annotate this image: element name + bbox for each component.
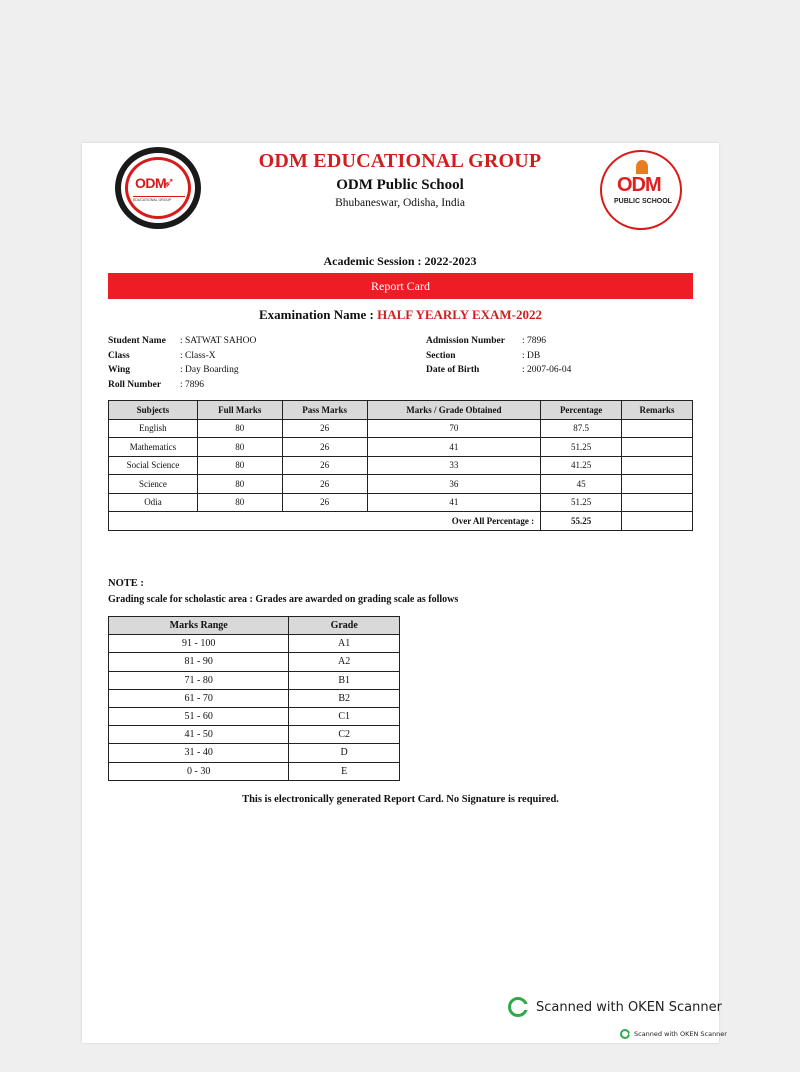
logo-right-subtext: PUBLIC SCHOOL bbox=[614, 198, 672, 205]
logo-left-subtext: EDUCATIONAL GROUP bbox=[133, 196, 185, 202]
marks-cell: 33 bbox=[367, 456, 541, 475]
marks-cell: 26 bbox=[282, 438, 367, 457]
info-label: Admission Number bbox=[426, 336, 505, 346]
info-row bbox=[426, 363, 571, 378]
marks-cell bbox=[622, 475, 693, 494]
scanner-watermark-large bbox=[508, 997, 722, 1017]
column-header: Subjects bbox=[109, 401, 198, 420]
grade-row bbox=[109, 689, 400, 707]
info-value: : Class-X bbox=[180, 350, 216, 361]
marks-cell: 70 bbox=[367, 419, 541, 438]
info-label: Section bbox=[426, 350, 456, 361]
info-label: Student Name bbox=[108, 336, 166, 346]
marks-cell bbox=[622, 456, 693, 475]
grade-row bbox=[109, 762, 400, 780]
info-label: Class bbox=[108, 350, 130, 361]
student-info-right bbox=[426, 334, 571, 378]
grade-cell: 0 - 30 bbox=[109, 762, 289, 780]
marks-row bbox=[109, 493, 693, 512]
grade-cell: 41 - 50 bbox=[109, 726, 289, 744]
column-header: Pass Marks bbox=[282, 401, 367, 420]
student-info-left bbox=[108, 334, 256, 392]
marks-cell: 41.25 bbox=[541, 456, 622, 475]
grade-cell: B2 bbox=[289, 689, 400, 707]
info-row bbox=[426, 334, 571, 349]
odm-group-logo bbox=[115, 147, 201, 229]
info-value: : 7896 bbox=[180, 379, 205, 390]
watermark-small-text: Scanned with OKEN Scanner bbox=[634, 1030, 727, 1038]
marks-row bbox=[109, 475, 693, 494]
info-row bbox=[426, 349, 571, 364]
group-name: ODM EDUCATIONAL GROUP bbox=[258, 150, 542, 172]
info-row bbox=[108, 349, 256, 364]
logo-left-text: ODM bbox=[135, 175, 167, 191]
overall-label: Over All Percentage : bbox=[109, 512, 541, 531]
grade-cell: 31 - 40 bbox=[109, 744, 289, 762]
marks-cell: 80 bbox=[197, 475, 282, 494]
marks-cell: 36 bbox=[367, 475, 541, 494]
grade-row bbox=[109, 671, 400, 689]
marks-cell: 41 bbox=[367, 438, 541, 457]
column-header: Marks / Grade Obtained bbox=[367, 401, 541, 420]
grade-cell: D bbox=[289, 744, 400, 762]
marks-row bbox=[109, 419, 693, 438]
info-label: Roll Number bbox=[108, 379, 162, 390]
marks-cell: 26 bbox=[282, 493, 367, 512]
info-label: Date of Birth bbox=[426, 365, 480, 375]
report-card-banner: Report Card bbox=[108, 273, 693, 299]
grade-cell: A1 bbox=[289, 635, 400, 653]
grade-row bbox=[109, 635, 400, 653]
grade-cell: 61 - 70 bbox=[109, 689, 289, 707]
note-title: NOTE : bbox=[108, 578, 144, 589]
marks-cell: 26 bbox=[282, 419, 367, 438]
oken-scanner-icon bbox=[508, 997, 528, 1017]
marks-row bbox=[109, 438, 693, 457]
runner-icon: ➶ bbox=[163, 176, 175, 191]
school-location: Bhubaneswar, Odisha, India bbox=[335, 197, 465, 209]
grade-cell: C2 bbox=[289, 726, 400, 744]
academic-session: Academic Session : 2022-2023 bbox=[323, 254, 477, 268]
marks-cell: 45 bbox=[541, 475, 622, 494]
info-value: : 2007-06-04 bbox=[522, 365, 572, 375]
grade-header-row bbox=[109, 617, 400, 635]
overall-row bbox=[109, 512, 693, 531]
marks-cell: 80 bbox=[197, 438, 282, 457]
grade-cell: C1 bbox=[289, 707, 400, 725]
watermark-large-text: Scanned with OKEN Scanner bbox=[536, 999, 722, 1015]
grade-row bbox=[109, 744, 400, 762]
marks-cell: English bbox=[109, 419, 198, 438]
overall-value: 55.25 bbox=[541, 512, 622, 531]
info-value: : Day Boarding bbox=[180, 365, 239, 375]
grade-table bbox=[108, 616, 400, 781]
marks-cell: 51.25 bbox=[541, 438, 622, 457]
grade-cell: B1 bbox=[289, 671, 400, 689]
info-row bbox=[108, 378, 256, 393]
marks-cell: 26 bbox=[282, 475, 367, 494]
marks-cell: Odia bbox=[109, 493, 198, 512]
overall-remarks bbox=[622, 512, 693, 531]
marks-header-row bbox=[109, 401, 693, 420]
marks-cell: 41 bbox=[367, 493, 541, 512]
column-header: Full Marks bbox=[197, 401, 282, 420]
exam-label: Examination Name : bbox=[258, 307, 374, 322]
logo-right-text: ODM bbox=[617, 174, 661, 196]
marks-row bbox=[109, 456, 693, 475]
grade-cell: 51 - 60 bbox=[109, 707, 289, 725]
scanner-watermark-small bbox=[620, 1029, 727, 1039]
marks-cell bbox=[622, 419, 693, 438]
exam-name bbox=[108, 307, 693, 323]
column-header: Marks Range bbox=[109, 617, 289, 635]
column-header: Remarks bbox=[622, 401, 693, 420]
marks-table bbox=[108, 400, 693, 531]
marks-cell: 80 bbox=[197, 419, 282, 438]
footer-note: This is electronically generated Report Card. No Signature is required. bbox=[242, 794, 559, 805]
school-name: ODM Public School bbox=[336, 177, 464, 193]
marks-cell: 80 bbox=[197, 493, 282, 512]
grade-cell: A2 bbox=[289, 653, 400, 671]
grade-row bbox=[109, 653, 400, 671]
note-text: Grading scale for scholastic area : Grades are awarded on grading scale as follows bbox=[108, 594, 459, 605]
grade-row bbox=[109, 726, 400, 744]
figure-icon bbox=[636, 160, 648, 174]
exam-value: HALF YEARLY EXAM-2022 bbox=[377, 307, 542, 322]
marks-cell: Mathematics bbox=[109, 438, 198, 457]
marks-cell: 87.5 bbox=[541, 419, 622, 438]
grade-cell: 81 - 90 bbox=[109, 653, 289, 671]
marks-cell: 26 bbox=[282, 456, 367, 475]
info-row bbox=[108, 334, 256, 349]
grade-cell: 91 - 100 bbox=[109, 635, 289, 653]
grade-cell: 71 - 80 bbox=[109, 671, 289, 689]
marks-cell bbox=[622, 438, 693, 457]
school-header bbox=[200, 150, 600, 209]
marks-cell: 80 bbox=[197, 456, 282, 475]
marks-cell bbox=[622, 493, 693, 512]
info-value: : 7896 bbox=[522, 336, 547, 346]
marks-cell: Social Science bbox=[109, 456, 198, 475]
marks-cell: Science bbox=[109, 475, 198, 494]
info-value: : DB bbox=[522, 350, 541, 361]
info-label: Wing bbox=[108, 365, 131, 375]
grade-row bbox=[109, 707, 400, 725]
oken-scanner-icon bbox=[620, 1029, 630, 1039]
column-header: Percentage bbox=[541, 401, 622, 420]
marks-cell: 51.25 bbox=[541, 493, 622, 512]
info-row bbox=[108, 363, 256, 378]
odm-public-school-logo bbox=[600, 150, 682, 230]
column-header: Grade bbox=[289, 617, 400, 635]
info-value: : SATWAT SAHOO bbox=[180, 336, 257, 346]
grade-cell: E bbox=[289, 762, 400, 780]
